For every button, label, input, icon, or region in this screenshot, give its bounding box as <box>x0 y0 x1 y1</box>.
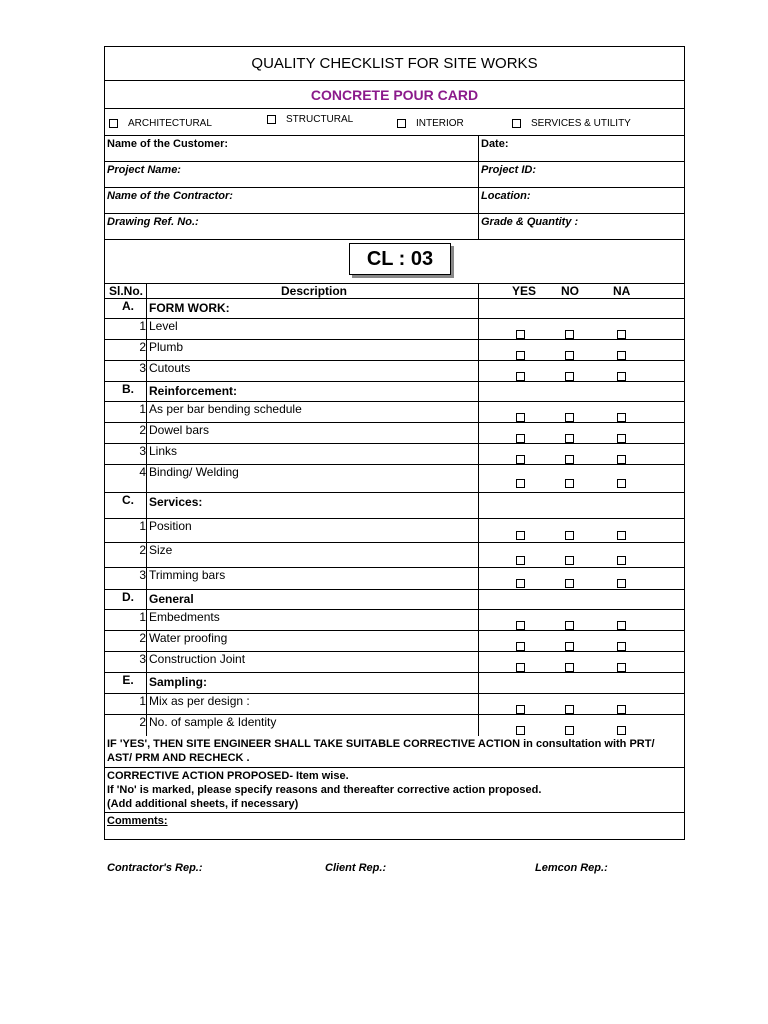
category-structural[interactable]: STRUCTURAL <box>267 114 353 125</box>
item-number: 1 <box>139 319 146 333</box>
section-header <box>105 299 684 319</box>
item-number: 2 <box>139 423 146 437</box>
table-row <box>105 519 684 543</box>
date-label: Date: <box>481 138 509 150</box>
client-rep: Client Rep.: <box>325 862 387 874</box>
table-row <box>105 652 684 673</box>
section-code: E. <box>122 673 134 687</box>
item-description: Water proofing <box>149 631 228 645</box>
checkbox-icon[interactable] <box>109 119 118 128</box>
yes-checkbox[interactable] <box>516 479 525 488</box>
item-number: 1 <box>139 694 146 708</box>
table-row <box>105 543 684 568</box>
table-row <box>105 465 684 493</box>
location-label: Location: <box>481 190 531 202</box>
header-yes: YES <box>512 284 537 298</box>
item-number: 2 <box>139 543 146 557</box>
category-row <box>105 109 684 136</box>
yes-checkbox[interactable] <box>516 705 525 714</box>
section-title: Services: <box>149 495 203 509</box>
item-description: Mix as per design : <box>149 694 250 708</box>
contractor-rep: Contractor's Rep.: <box>107 862 203 874</box>
section-header <box>105 382 684 402</box>
project-name-label: Project Name: <box>107 164 181 176</box>
section-title: FORM WORK: <box>149 301 230 315</box>
na-checkbox[interactable] <box>617 556 626 565</box>
item-description: As per bar bending schedule <box>149 402 302 416</box>
item-description: No. of sample & Identity <box>149 715 277 729</box>
no-checkbox[interactable] <box>565 330 574 339</box>
item-number: 3 <box>139 568 146 582</box>
header-no: NO <box>561 284 579 298</box>
no-checkbox[interactable] <box>565 479 574 488</box>
item-number: 1 <box>139 610 146 624</box>
yes-checkbox[interactable] <box>516 579 525 588</box>
category-services[interactable]: SERVICES & UTILITY <box>512 118 631 129</box>
yes-checkbox[interactable] <box>516 413 525 422</box>
item-description: Links <box>149 444 178 458</box>
item-description: Size <box>149 543 173 557</box>
form-title: QUALITY CHECKLIST FOR SITE WORKS <box>105 47 684 81</box>
checkbox-icon[interactable] <box>267 115 276 124</box>
no-checkbox[interactable] <box>565 642 574 651</box>
no-checkbox[interactable] <box>565 663 574 672</box>
na-checkbox[interactable] <box>617 479 626 488</box>
na-checkbox[interactable] <box>617 372 626 381</box>
item-number: 1 <box>139 519 146 533</box>
drawing-label: Drawing Ref. No.: <box>107 216 199 228</box>
checklist-form <box>104 46 685 840</box>
no-checkbox[interactable] <box>565 556 574 565</box>
form-subtitle: CONCRETE POUR CARD <box>105 81 684 109</box>
section-code: D. <box>122 590 134 604</box>
checklist-code: CL : 03 <box>349 243 451 275</box>
na-checkbox[interactable] <box>617 531 626 540</box>
yes-checkbox[interactable] <box>516 621 525 630</box>
section-title: Reinforcement: <box>149 384 238 398</box>
lemcon-rep: Lemcon Rep.: <box>535 862 608 874</box>
item-number: 4 <box>139 465 146 479</box>
item-description: Construction Joint <box>149 652 246 666</box>
comments[interactable]: Comments: <box>107 815 168 827</box>
checkbox-icon[interactable] <box>512 119 521 128</box>
item-description: Embedments <box>149 610 220 624</box>
table-row <box>105 694 684 715</box>
no-checkbox[interactable] <box>565 705 574 714</box>
item-description: Binding/ Welding <box>149 465 239 479</box>
na-checkbox[interactable] <box>617 330 626 339</box>
section-code: B. <box>122 382 134 396</box>
section-title: Sampling: <box>149 675 208 689</box>
item-description: Dowel bars <box>149 423 210 437</box>
na-checkbox[interactable] <box>617 579 626 588</box>
grade-label: Grade & Quantity : <box>481 216 579 228</box>
code-row <box>105 240 684 284</box>
no-checkbox[interactable] <box>565 413 574 422</box>
item-description: Plumb <box>149 340 184 354</box>
item-number: 2 <box>139 715 146 729</box>
yes-checkbox[interactable] <box>516 663 525 672</box>
table-row <box>105 340 684 361</box>
na-checkbox[interactable] <box>617 351 626 360</box>
na-checkbox[interactable] <box>617 455 626 464</box>
section-header <box>105 590 684 610</box>
item-number: 2 <box>139 340 146 354</box>
yes-checkbox[interactable] <box>516 531 525 540</box>
na-checkbox[interactable] <box>617 726 626 735</box>
customer-label: Name of the Customer: <box>107 138 229 150</box>
header-sl: Sl.No. <box>109 284 144 298</box>
table-row <box>105 444 684 465</box>
item-number: 3 <box>139 652 146 666</box>
category-interior[interactable]: INTERIOR <box>397 118 464 129</box>
contractor-label: Name of the Contractor: <box>107 190 233 202</box>
section-header <box>105 673 684 694</box>
na-checkbox[interactable] <box>617 413 626 422</box>
table-row <box>105 319 684 340</box>
yes-checkbox[interactable] <box>516 455 525 464</box>
na-checkbox[interactable] <box>617 434 626 443</box>
na-checkbox[interactable] <box>617 663 626 672</box>
no-checkbox[interactable] <box>565 351 574 360</box>
no-checkbox[interactable] <box>565 579 574 588</box>
na-checkbox[interactable] <box>617 705 626 714</box>
table-row <box>105 610 684 631</box>
table-row <box>105 715 684 736</box>
corrective-action: CORRECTIVE ACTION PROPOSED- Item wise. If 'No' is marked, please specify reasons and thereafter corrective action proposed. (Add additional sheets, if necessary) <box>105 768 684 813</box>
na-checkbox[interactable] <box>617 642 626 651</box>
item-number: 1 <box>139 402 146 416</box>
yes-checkbox[interactable] <box>516 372 525 381</box>
yes-checkbox[interactable] <box>516 434 525 443</box>
section-code: A. <box>122 299 134 313</box>
table-row <box>105 361 684 382</box>
yes-checkbox[interactable] <box>516 642 525 651</box>
table-row <box>105 423 684 444</box>
info-row-contractor <box>105 188 684 214</box>
yes-checkbox[interactable] <box>516 556 525 565</box>
table-row <box>105 568 684 590</box>
section-header <box>105 493 684 519</box>
no-checkbox[interactable] <box>565 372 574 381</box>
header-na: NA <box>613 284 631 298</box>
table-row <box>105 631 684 652</box>
yes-checkbox[interactable] <box>516 351 525 360</box>
item-description: Level <box>149 319 178 333</box>
item-number: 3 <box>139 444 146 458</box>
yes-note: IF 'YES', THEN SITE ENGINEER SHALL TAKE SUITABLE CORRECTIVE ACTION in consultation with PRT/ AST/ PRM AND RECHECK . <box>105 736 684 768</box>
item-number: 3 <box>139 361 146 375</box>
item-number: 2 <box>139 631 146 645</box>
info-row-customer <box>105 136 684 162</box>
item-description: Cutouts <box>149 361 191 375</box>
checklist-sections <box>105 299 684 736</box>
section-code: C. <box>122 493 134 507</box>
project-id-label: Project ID: <box>481 164 537 176</box>
section-title: General <box>149 592 194 606</box>
item-description: Position <box>149 519 192 533</box>
table-header <box>105 284 684 299</box>
yes-checkbox[interactable] <box>516 726 525 735</box>
table-row <box>105 402 684 423</box>
no-checkbox[interactable] <box>565 455 574 464</box>
no-checkbox[interactable] <box>565 531 574 540</box>
info-row-project <box>105 162 684 188</box>
category-architectural[interactable]: ARCHITECTURAL <box>109 118 212 129</box>
na-checkbox[interactable] <box>617 621 626 630</box>
no-checkbox[interactable] <box>565 434 574 443</box>
no-checkbox[interactable] <box>565 621 574 630</box>
yes-checkbox[interactable] <box>516 330 525 339</box>
checkbox-icon[interactable] <box>397 119 406 128</box>
header-description: Description <box>281 284 348 298</box>
item-description: Trimming bars <box>149 568 226 582</box>
no-checkbox[interactable] <box>565 726 574 735</box>
info-row-drawing <box>105 214 684 240</box>
